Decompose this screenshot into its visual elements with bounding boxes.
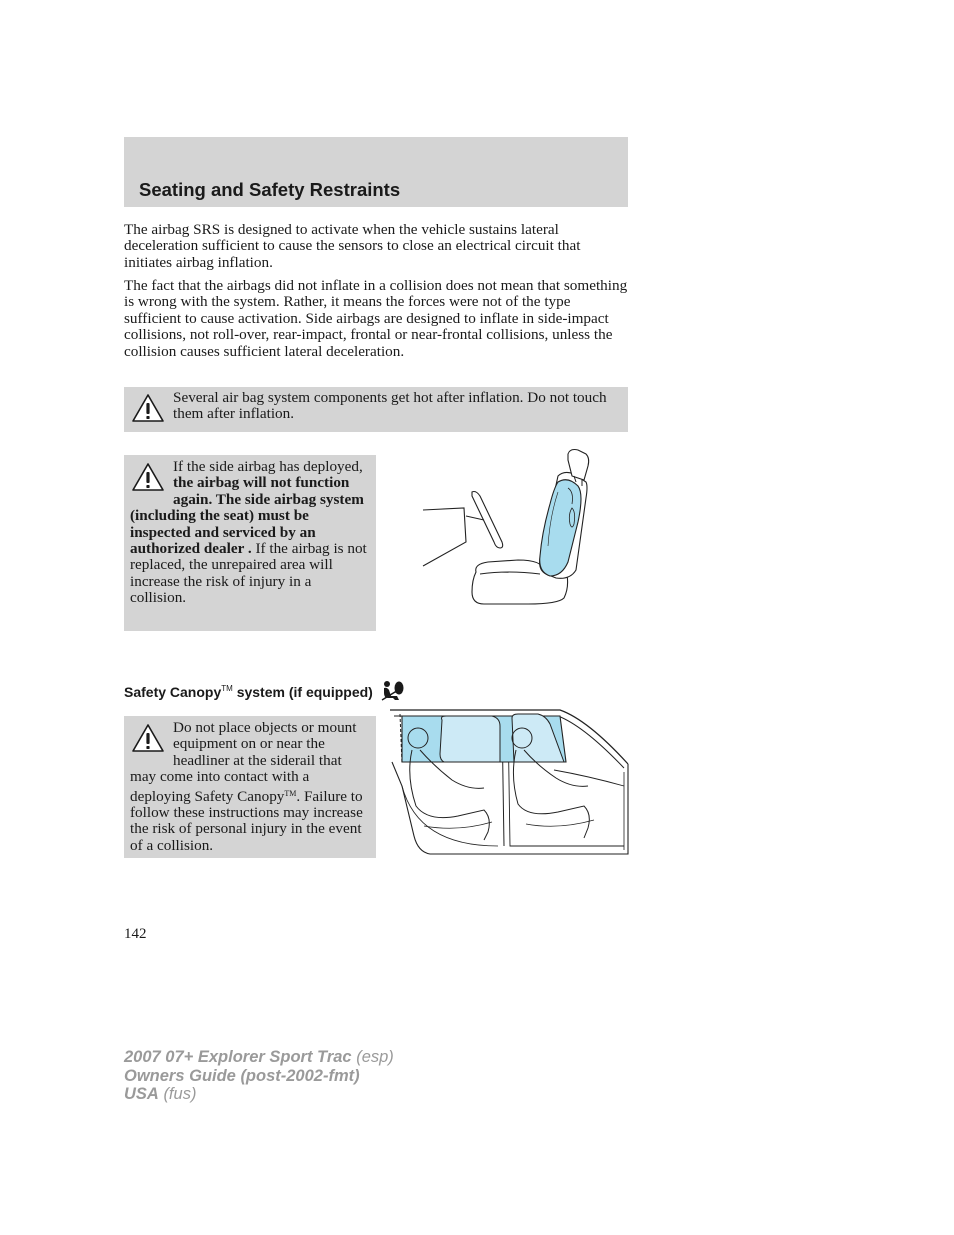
warning-text-consequence: If the airbag is not replaced, the unrepaired area will increase the risk of injury in a collision. <box>130 540 367 607</box>
section-title-suffix: system (if equipped) <box>232 684 373 700</box>
section-title-name: Safety Canopy <box>124 684 222 700</box>
side-airbag-seat-illustration <box>418 446 630 610</box>
warning-triangle-icon <box>130 722 166 754</box>
footer-market: USA <box>124 1085 159 1103</box>
page-title: Seating and Safety Restraints <box>139 179 401 200</box>
footer-model-code: (esp) <box>356 1048 394 1066</box>
paragraph-no-inflation: The fact that the airbags did not inflate in a collision does not mean that something is wrong with the system. Rather, it means the forces were not of the type sufficient to cause activation. Side airbags are designed to inflate in side-impact collisions, not roll-over, rear-impact, frontal or near-frontal collisions, unless the collision causes sufficient lateral deceleration. <box>124 277 628 360</box>
page-number: 142 <box>124 926 147 942</box>
warning-text-intro: If the side airbag has deployed, <box>173 458 363 475</box>
footer-guide: Owners Guide (post-2002-fmt) <box>124 1066 360 1085</box>
trademark-symbol: TM <box>221 684 233 693</box>
footer-line-market <box>124 1085 394 1104</box>
trademark-symbol: TM <box>284 788 297 798</box>
warning-text-consequence: . Failure to follow these instructions may increase the risk of personal injury in the event of a collision. <box>130 787 363 854</box>
warning-text-emphasis: the airbag will not function again. The side airbag system (including the seat) must be inspected and serviced by an authorized dealer . <box>130 474 364 558</box>
warning-box-side-airbag <box>124 455 376 631</box>
seated-occupant-airbag-icon <box>379 680 405 702</box>
section-title-safety-canopy <box>124 680 405 702</box>
document-footer <box>124 1048 394 1104</box>
footer-model: 2007 07+ Explorer Sport Trac <box>124 1048 352 1066</box>
footer-line-guide <box>124 1067 394 1086</box>
footer-market-code: (fus) <box>163 1085 197 1103</box>
warning-text: Several air bag system components get hot after inflation. Do not touch them after inflation. <box>173 389 607 423</box>
warning-box-headliner <box>124 716 376 858</box>
warning-box-hot-components <box>124 387 628 432</box>
safety-canopy-vehicle-illustration <box>388 706 630 858</box>
section-header <box>124 137 628 207</box>
warning-text-main: Do not place objects or mount equipment on or near the headliner at the siderail that may come into contact with a deploying Safety Canopy <box>130 719 357 805</box>
footer-line-model <box>124 1048 394 1067</box>
paragraph-activation: The airbag SRS is designed to activate when the vehicle sustains lateral deceleration sufficient to cause the sensors to close an electrical circuit that initiates airbag inflation. <box>124 221 581 271</box>
warning-triangle-icon <box>130 461 166 493</box>
warning-triangle-icon <box>130 392 166 424</box>
